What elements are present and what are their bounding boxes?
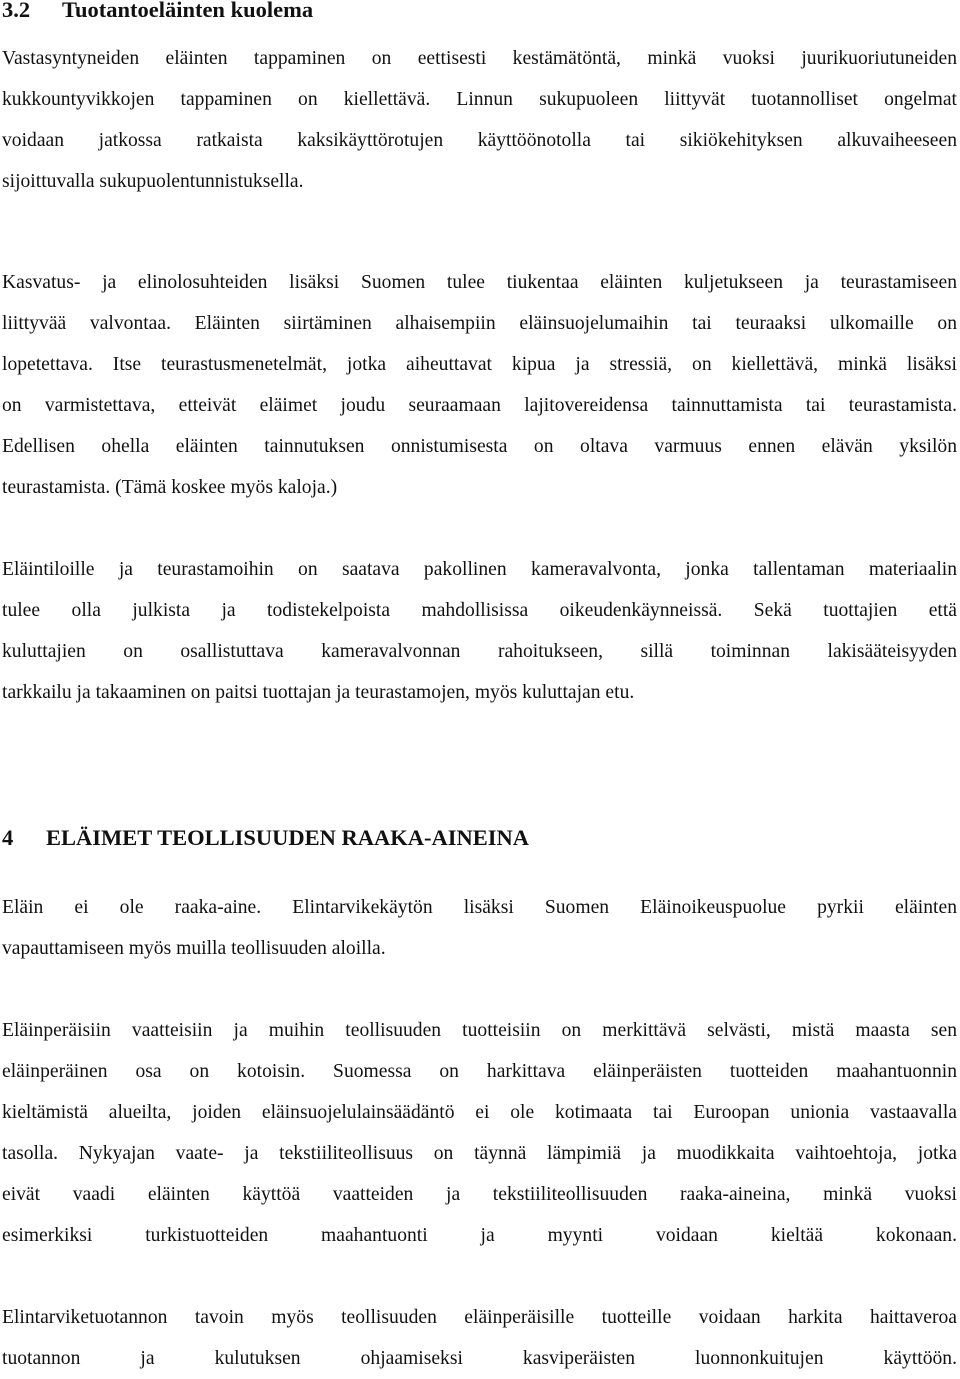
chapter-paragraph-3 [2, 1297, 957, 1379]
text-line: tulee olla julkista ja todistekelpoista mahdollisissa oikeudenkäynneissä. Sekä tuottajien että [2, 600, 957, 621]
text-line: Edellisen ohella eläinten tainnutuksen onnistumisesta on oltava varmuus ennen elävän yksilön [2, 436, 957, 457]
section-heading [2, 0, 313, 30]
text-line: kieltämistä alueilta, joiden eläinsuojelulainsäädäntö ei ole kotimaata tai Euroopan unionia vastaavalla [2, 1102, 957, 1123]
chapter-number: 4 [2, 825, 14, 850]
text-line: tasolla. Nykyajan vaate- ja tekstiiliteollisuus on täynnä lämpimiä ja muodikkaita vaihtoehtoja, jotka [2, 1143, 957, 1164]
chapter-paragraph-2 [2, 1010, 957, 1256]
text-line: kuluttajien on osallistuttava kameravalvonnan rahoitukseen, sillä toiminnan lakisääteisyyden [2, 641, 957, 662]
text-line: esimerkiksi turkistuotteiden maahantuonti ja myynti voidaan kieltää kokonaan. [2, 1225, 957, 1246]
section-paragraph-2 [2, 262, 957, 508]
text-line: eläinperäinen osa on kotoisin. Suomessa on harkittava eläinperäisten tuotteiden maahantuonnin [2, 1061, 957, 1082]
text-line: voidaan jatkossa ratkaista kaksikäyttörotujen käyttöönotolla tai sikiökehityksen alkuvaiheeseen [2, 130, 957, 151]
text-line: teurastamista. (Tämä koskee myös kaloja.) [2, 477, 338, 498]
chapter-title: ELÄIMET TEOLLISUUDEN RAAKA-AINEINA [46, 825, 530, 850]
text-line: Vastasyntyneiden eläinten tappaminen on eettisesti kestämätöntä, minkä vuoksi juurikuoriutuneiden [2, 48, 957, 69]
text-line: vapauttamiseen myös muilla teollisuuden aloilla. [2, 938, 386, 959]
chapter-heading [2, 818, 529, 858]
section-title: Tuotantoeläinten kuolema [62, 0, 314, 22]
text-line: tarkkailu ja takaaminen on paitsi tuottajan ja teurastamojen, myös kuluttajan etu. [2, 682, 635, 703]
section-paragraph-1 [2, 38, 957, 202]
text-line: Eläintiloille ja teurastamoihin on saatava pakollinen kameravalvonta, jonka tallentaman materiaalin [2, 559, 957, 580]
text-line: liittyvää valvontaa. Eläinten siirtäminen alhaisempiin eläinsuojelumaihin tai teuraaksi ulkomaille on [2, 313, 957, 334]
text-line: kukkountyvikkojen tappaminen on kiellettävä. Linnun sukupuoleen liittyvät tuotannolliset ongelmat [2, 89, 957, 110]
text-line: Eläinperäisiin vaatteisiin ja muihin teollisuuden tuotteisiin on merkittävä selvästi, mistä maasta sen [2, 1020, 957, 1041]
text-line: lopetettava. Itse teurastusmenetelmät, jotka aiheuttavat kipua ja stressiä, on kiellettävä, minkä lisäksi [2, 354, 957, 375]
text-line: tuotannon ja kulutuksen ohjaamiseksi kasviperäisten luonnonkuitujen käyttöön. [2, 1348, 957, 1369]
chapter-paragraph-1 [2, 887, 957, 969]
text-line: Eläin ei ole raaka-aine. Elintarvikekäytön lisäksi Suomen Eläinoikeuspuolue pyrkii eläinten [2, 897, 957, 918]
text-line: on varmistettava, etteivät eläimet joudu seuraamaan lajitovereidensa tainnuttamista tai teurastamista. [2, 395, 957, 416]
text-line: Elintarviketuotannon tavoin myös teollisuuden eläinperäisille tuotteille voidaan harkita haittaveroa [2, 1307, 957, 1328]
text-line: sijoittuvalla sukupuolentunnistuksella. [2, 171, 304, 192]
section-paragraph-3 [2, 549, 957, 713]
text-line: Kasvatus- ja elinolosuhteiden lisäksi Suomen tulee tiukentaa eläinten kuljetukseen ja teurastamiseen [2, 272, 957, 293]
section-number: 3.2 [2, 0, 31, 22]
text-line: eivät vaadi eläinten käyttöä vaatteiden ja tekstiiliteollisuuden raaka-aineina, minkä vuoksi [2, 1184, 957, 1205]
